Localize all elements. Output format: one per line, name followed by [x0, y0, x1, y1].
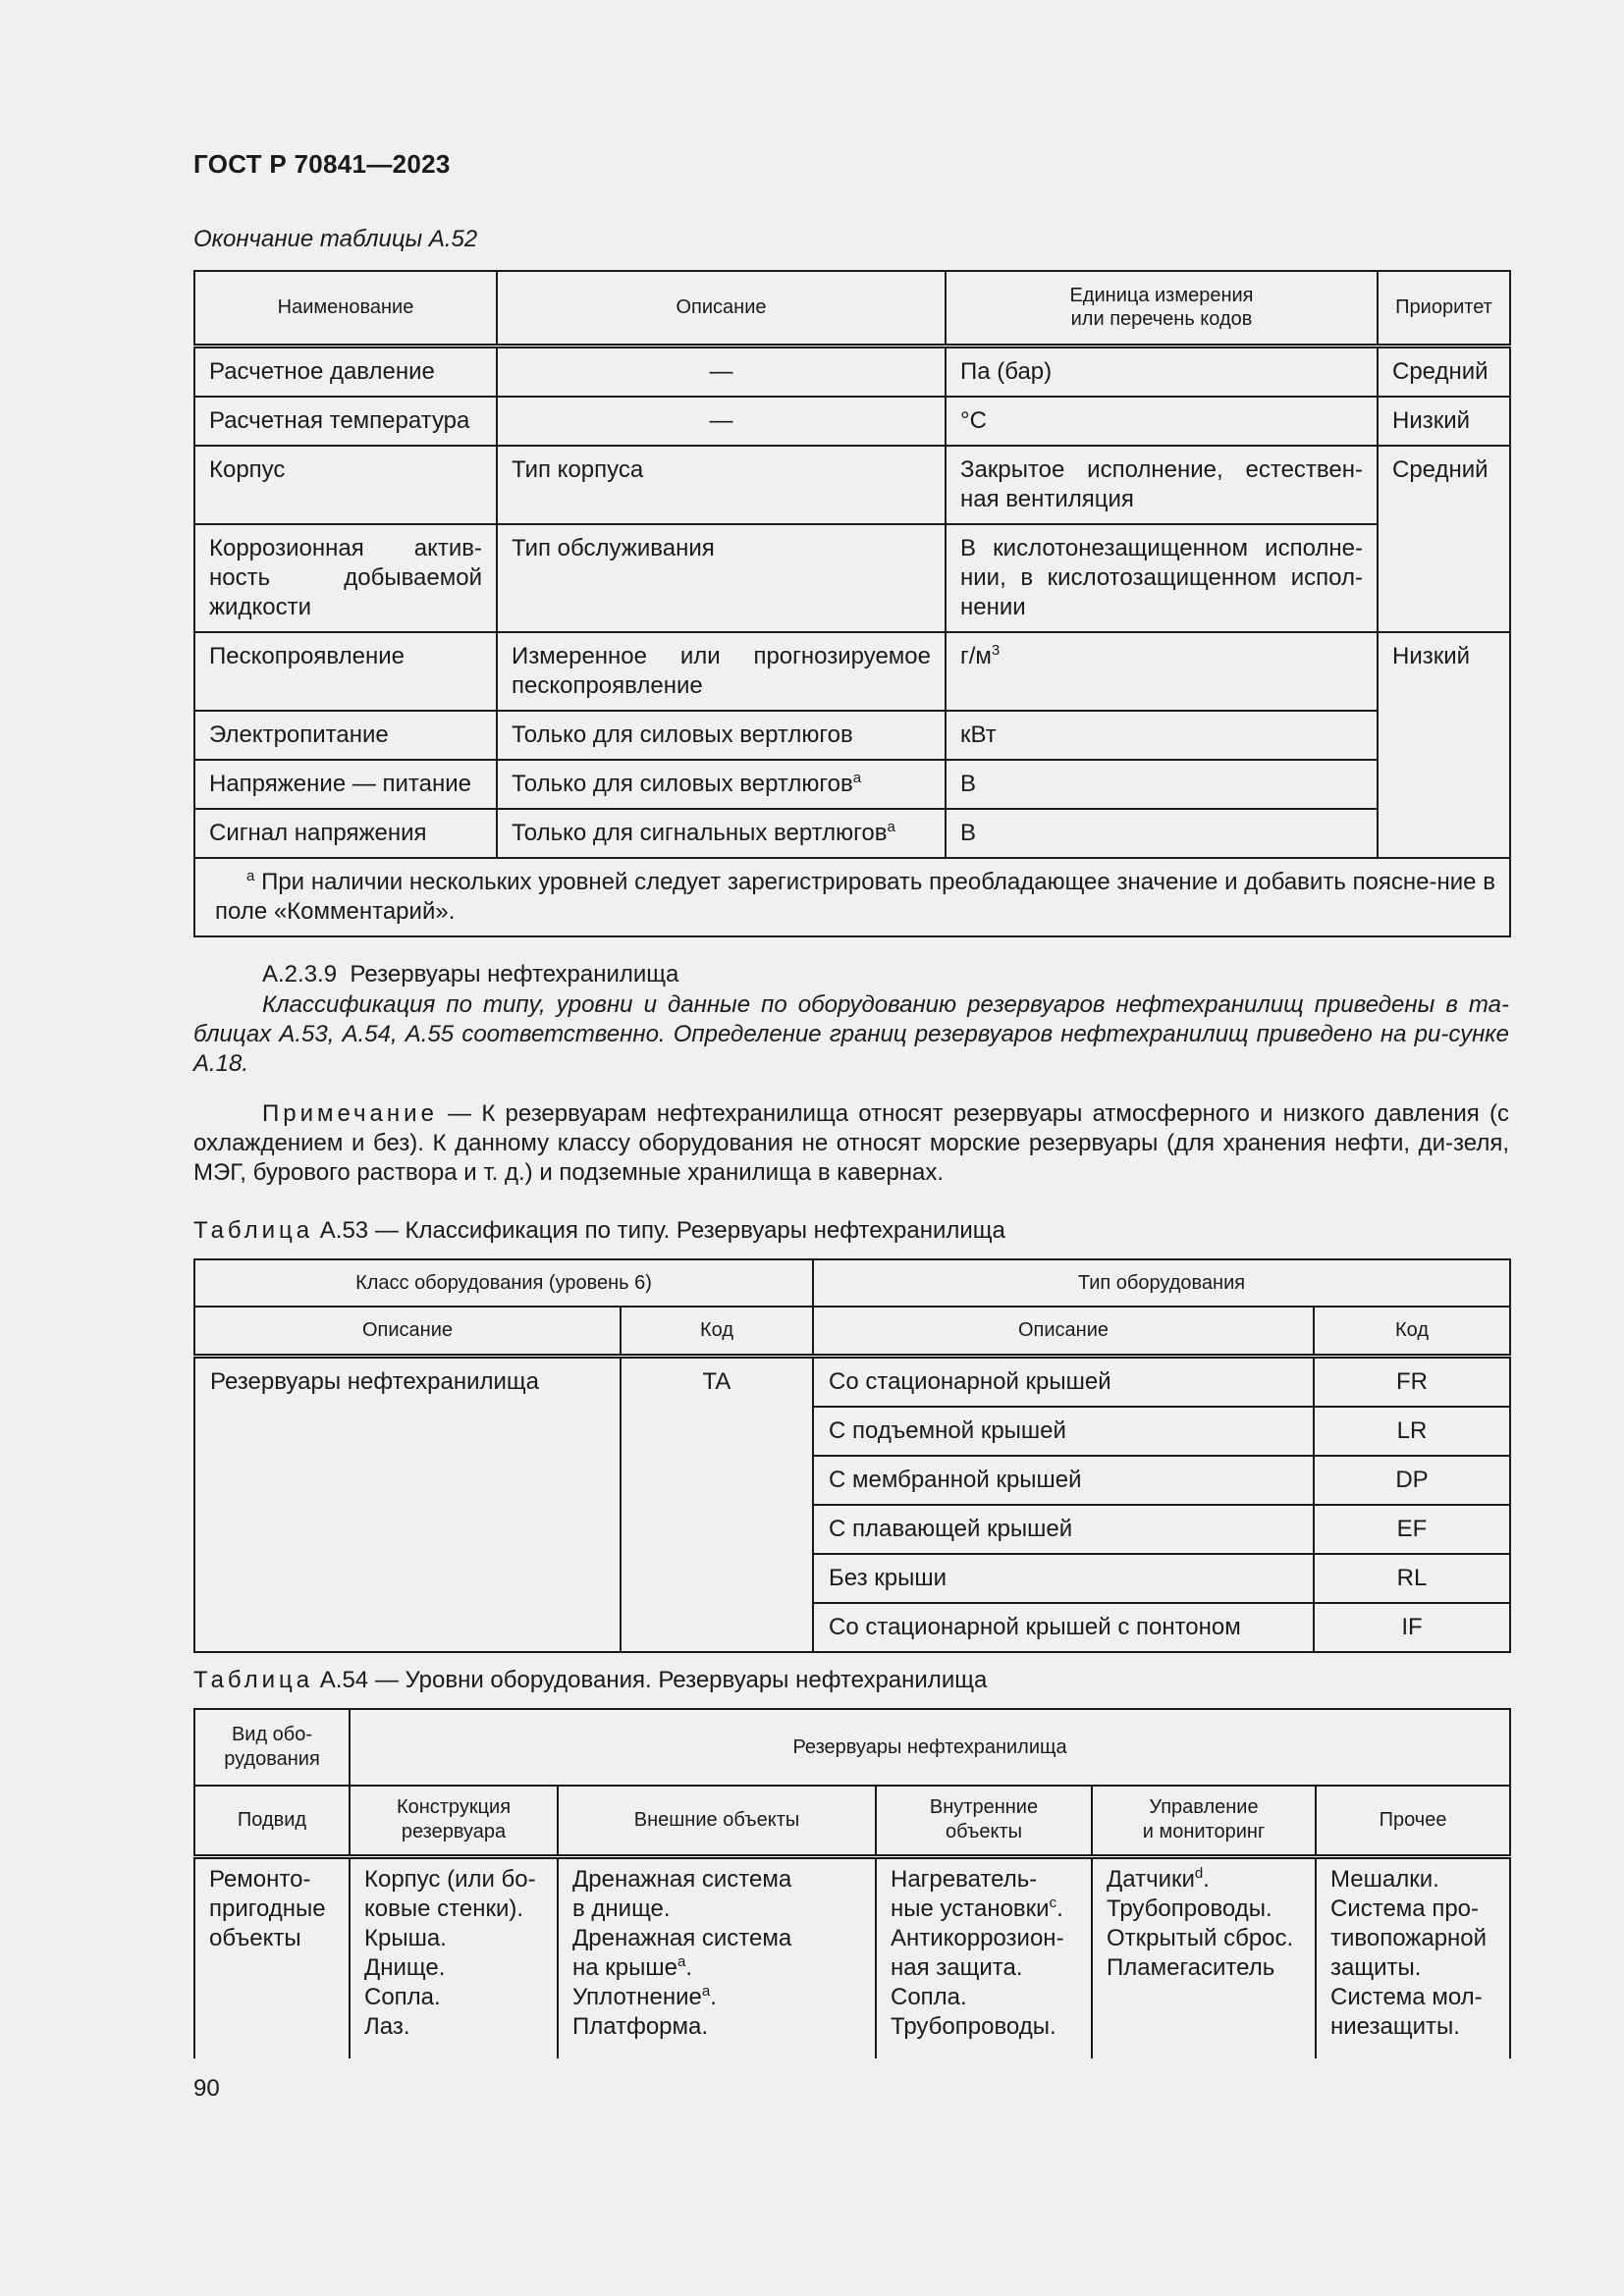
table-header-cell: Внешние объекты [558, 1786, 876, 1856]
table-cell: LR [1314, 1407, 1510, 1456]
table-cell: Закрытое исполнение, естествен-ная вентиляция [946, 446, 1378, 524]
table-cell: В [946, 760, 1378, 809]
table-row [194, 346, 1510, 397]
col-header-priority: Приоритет [1378, 271, 1510, 346]
table-cell: Коррозионная актив-ность добываемой жидкости [194, 524, 497, 632]
table-header-cell: Внутренние объекты [876, 1786, 1092, 1856]
table-cell: Корпус [194, 446, 497, 524]
table-cell: — [497, 397, 946, 446]
col-header-equipment-class: Класс оборудования (уровень 6) [194, 1259, 813, 1307]
section-heading: А.2.3.9 Резервуары нефтехранилища [262, 961, 679, 988]
table-cell: Низкий [1378, 397, 1510, 446]
table-cell: Со стационарной крышей с понтоном [813, 1603, 1314, 1652]
table-header-cell: Описание [813, 1307, 1314, 1356]
equipment-class-description: Резервуары нефтехранилища [194, 1356, 621, 1652]
table-cell: Па (бар) [946, 346, 1378, 397]
table-row [194, 1356, 1510, 1407]
col-header-name: Наименование [194, 271, 497, 346]
table-a53 [193, 1258, 1511, 1653]
col-header-equipment-type: Тип оборудования [813, 1259, 1510, 1307]
table-header-cell: Описание [194, 1307, 621, 1356]
document-code: ГОСТ Р 70841—2023 [193, 149, 451, 179]
table-cell: Тип обслуживания [497, 524, 946, 632]
table-header-cell: Прочее [1316, 1786, 1510, 1856]
col-header-description: Описание [497, 271, 946, 346]
table-cell: Сигнал напряжения [194, 809, 497, 858]
equipment-class-code: TA [621, 1356, 813, 1652]
table-cell: Тип корпуса [497, 446, 946, 524]
table-cell: Со стационарной крышей [813, 1356, 1314, 1407]
table-header-cell: Код [621, 1307, 813, 1356]
table-cell: В [946, 809, 1378, 858]
col-header-unit: Единица измерения или перечень кодов [946, 271, 1378, 346]
table-cell: Нагреватель-ные установки$^c$. Антикоррозион-ная защита. Сопла. Трубопроводы. [876, 1856, 1092, 2058]
table-cell: $г/м^3$ [946, 632, 1378, 711]
table-header-cell: Подвид [194, 1786, 350, 1856]
table-cell: Низкий [1378, 632, 1510, 858]
col-header-equipment-kind: Вид обо- рудования [194, 1709, 350, 1786]
table-cell: Пескопроявление [194, 632, 497, 711]
section-intro: Классификация по типу, уровни и данные по оборудованию резервуаров нефтехранилищ приведены в та-блицах А.53, А.54, А.55 соответственно. Определение границ резервуаров нефтехранилищ приведено на ри-сунке А.18. [193, 991, 1509, 1077]
table-cell: Дренажная система в днище. Дренажная система на крыше$^a$. Уплотнение$^a$. Платформа. [558, 1856, 876, 2058]
table-row [194, 446, 1510, 524]
table-cell: — [497, 346, 946, 397]
table-row [194, 760, 1510, 809]
table-cell: DP [1314, 1456, 1510, 1505]
page-number: 90 [193, 2075, 220, 2102]
table-header-cell: Управление и мониторинг [1092, 1786, 1316, 1856]
table-cell: FR [1314, 1356, 1510, 1407]
table-row [194, 524, 1510, 632]
table-cell: Только для силовых вертлюгов$^a$ [497, 760, 946, 809]
table-footnote [194, 858, 1510, 936]
table-cell: EF [1314, 1505, 1510, 1554]
table-cell: Только для сигнальных вертлюгов$^a$ [497, 809, 946, 858]
table-cell: В кислотонезащищенном исполне-нии, в кислотозащищенном испол-нении [946, 524, 1378, 632]
table-row [194, 1856, 1510, 2058]
table-cell: Средний [1378, 346, 1510, 397]
table-cell: Ремонто-пригодные объекты [194, 1856, 350, 2058]
table-a54 [193, 1708, 1511, 2058]
table-continuation-caption: Окончание таблицы А.52 [193, 226, 478, 252]
table-cell: кВт [946, 711, 1378, 760]
table-cell: Расчетное давление [194, 346, 497, 397]
table-row [194, 632, 1510, 711]
table-row [194, 809, 1510, 858]
table-header-cell: Конструкция резервуара [350, 1786, 558, 1856]
table-cell: Корпус (или бо-ковые стенки). Крыша. Днище. Сопла. Лаз. [350, 1856, 558, 2058]
table-cell: Электропитание [194, 711, 497, 760]
section-note: Примечание — К резервуарам нефтехранилища относят резервуары атмосферного и низкого давления (с охлаждением и без). К данному классу оборудования не относят морские резервуары (для хранения нефти, ди-зеля, МЭГ, бурового раствора и т. д.) и подземные хранилища в кавернах. [193, 1100, 1509, 1186]
table-cell: $^a$ При наличии нескольких уровней следует зарегистрировать преобладающее значение и добавить поясне-ние в поле «Комментарий». [194, 858, 1510, 936]
table-cell: Только для силовых вертлюгов [497, 711, 946, 760]
table-cell: Напряжение — питание [194, 760, 497, 809]
table-cell: Расчетная температура [194, 397, 497, 446]
table-cell: Средний [1378, 446, 1510, 632]
table-a54-caption: Таблица А.54 — Уровни оборудования. Резервуары нефтехранилища [193, 1667, 988, 1693]
table-row [194, 397, 1510, 446]
table-a52 [193, 270, 1511, 937]
table-cell: Без крыши [813, 1554, 1314, 1603]
table-cell: RL [1314, 1554, 1510, 1603]
col-header-equipment-name: Резервуары нефтехранилища [350, 1709, 1510, 1786]
table-cell: Измеренное или прогнозируемое пескопроявление [497, 632, 946, 711]
table-a53-caption: Таблица А.53 — Классификация по типу. Резервуары нефтехранилища [193, 1217, 1005, 1244]
table-header-cell: Код [1314, 1307, 1510, 1356]
table-cell: С мембранной крышей [813, 1456, 1314, 1505]
table-cell: Мешалки. Система про-тивопожарной защиты. Система мол-ниезащиты. [1316, 1856, 1510, 2058]
table-cell: С плавающей крышей [813, 1505, 1314, 1554]
table-cell: °С [946, 397, 1378, 446]
table-cell: С подъемной крышей [813, 1407, 1314, 1456]
table-cell: Датчики$^d$. Трубопроводы. Открытый сброс. Пламегаситель [1092, 1856, 1316, 2058]
table-row [194, 711, 1510, 760]
table-cell: IF [1314, 1603, 1510, 1652]
